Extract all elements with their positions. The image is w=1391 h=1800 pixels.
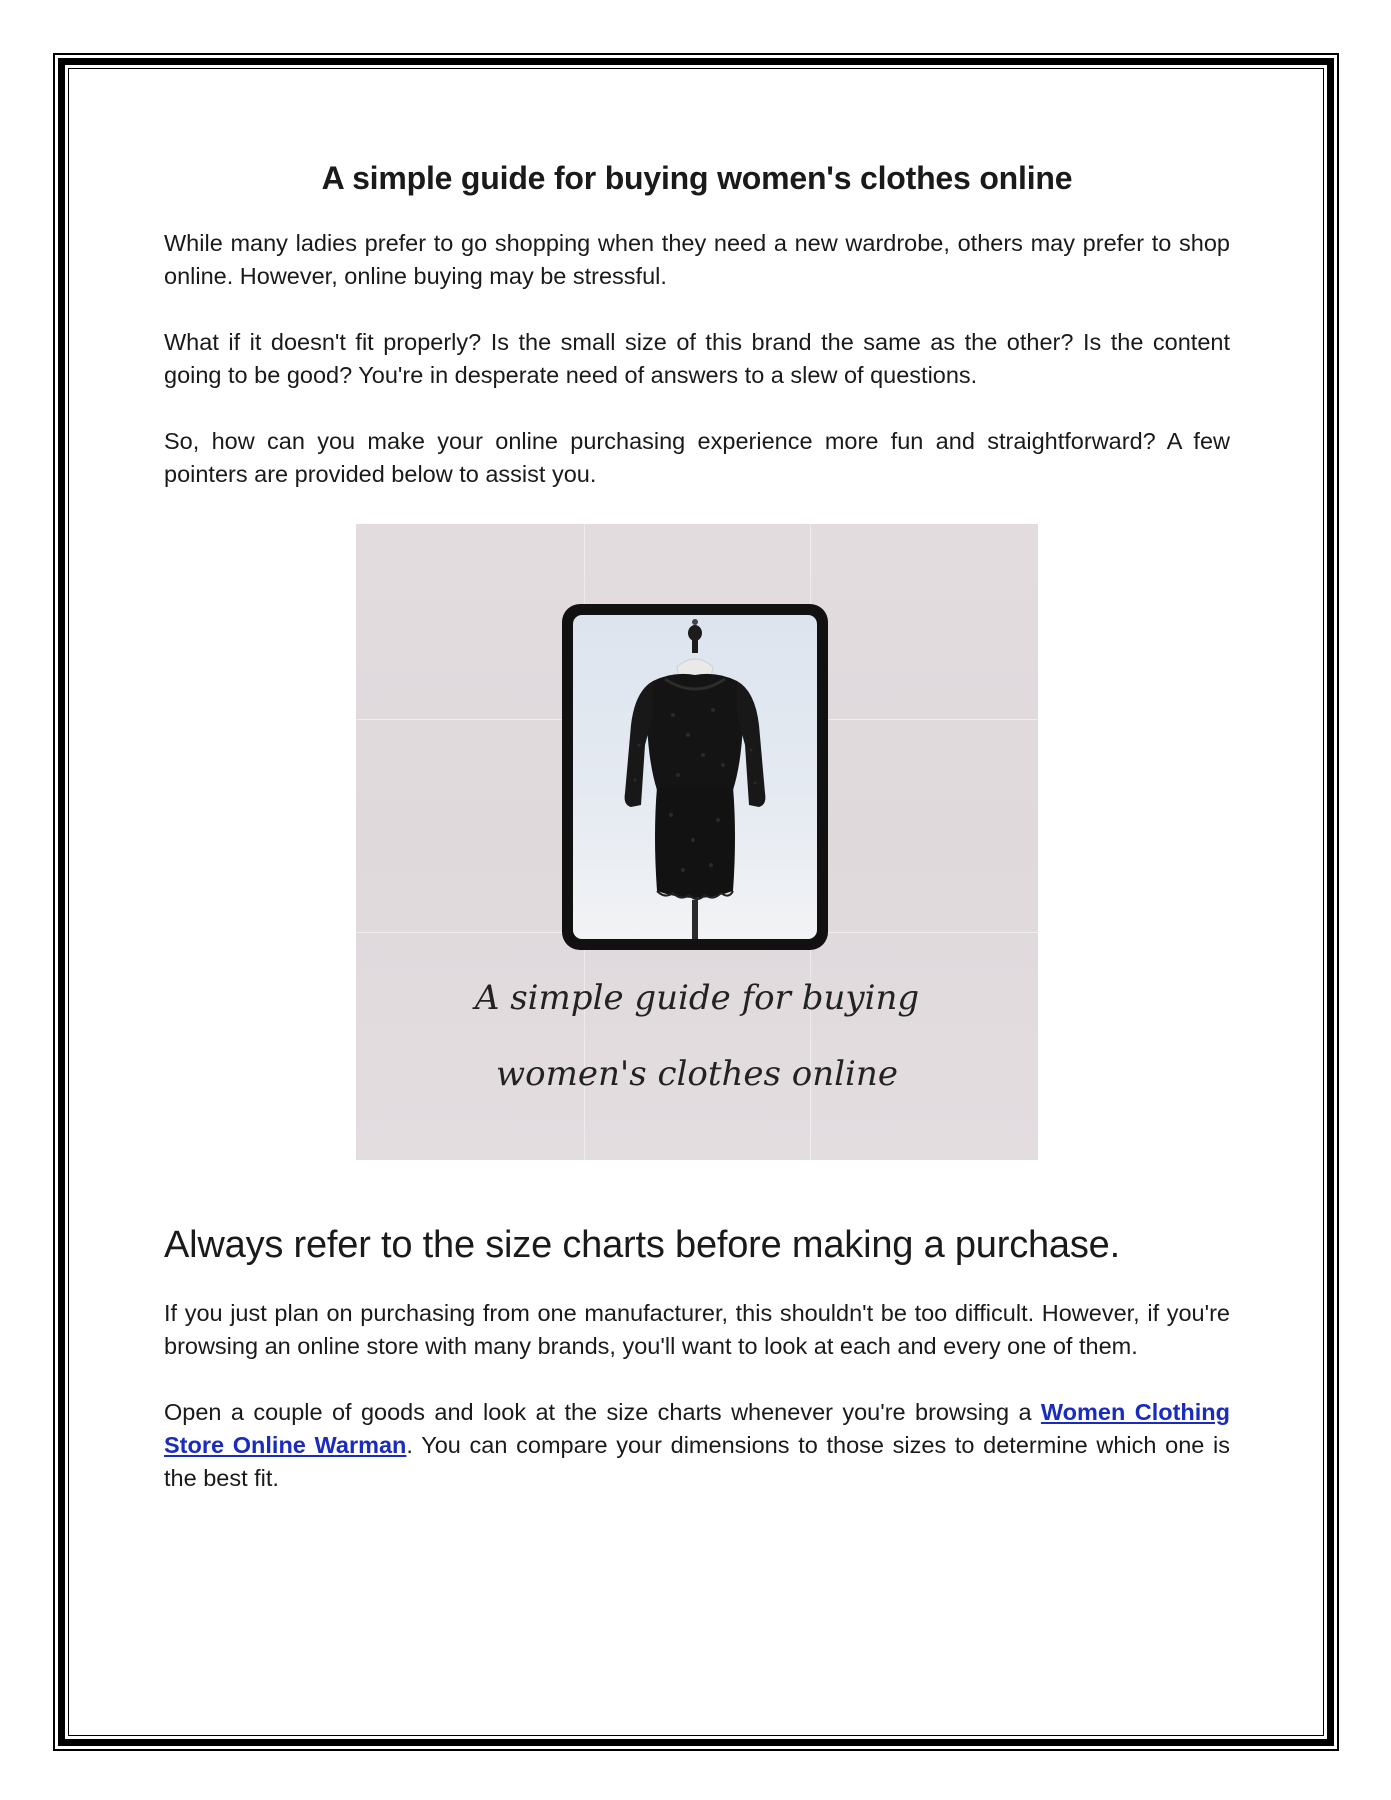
intro-paragraph-1: While many ladies prefer to go shopping when they need a new wardrobe, others may prefer to shop online. However, online buying may be stressful. <box>164 230 1230 289</box>
intro-paragraph-3: So, how can you make your online purchasing experience more fun and straightforward? A few pointers are provided below to assist you. <box>164 428 1230 487</box>
section-paragraph-2 <box>164 1396 1230 1495</box>
document-title: A simple guide for buying women's clothes online <box>321 160 1073 196</box>
paragraph-text: Open a couple of goods and look at the size charts whenever you're browsing a <box>164 1399 1041 1425</box>
paragraph-text: . You can compare your dimensions to those sizes to determine which one is the best fit. <box>164 1432 1230 1491</box>
tablet-screen <box>573 615 817 939</box>
cover-image <box>356 524 1038 1160</box>
image-script-line-2: women's clothes online <box>496 1054 898 1094</box>
section-heading: Always refer to the size charts before making a purchase. <box>164 1224 1120 1266</box>
intro-paragraph-2: What if it doesn't fit properly? Is the small size of this brand the same as the other? Is the content going to be good? You're in desperate need of answers to a slew of questions. <box>164 329 1230 388</box>
women-clothing-store-link[interactable]: Women Clothing Store Online Warman <box>164 1399 1230 1458</box>
tablet-frame <box>562 604 828 950</box>
camera-dot <box>692 619 698 625</box>
image-script-line-1: A simple guide for buying <box>474 978 920 1018</box>
section-paragraph-1: If you just plan on purchasing from one manufacturer, this shouldn't be too difficult. However, if you're browsing an online store with many brands, you'll want to look at each and every one of them. <box>164 1300 1230 1359</box>
dress-on-mannequin-image <box>573 615 817 939</box>
document-body <box>164 160 1230 1528</box>
